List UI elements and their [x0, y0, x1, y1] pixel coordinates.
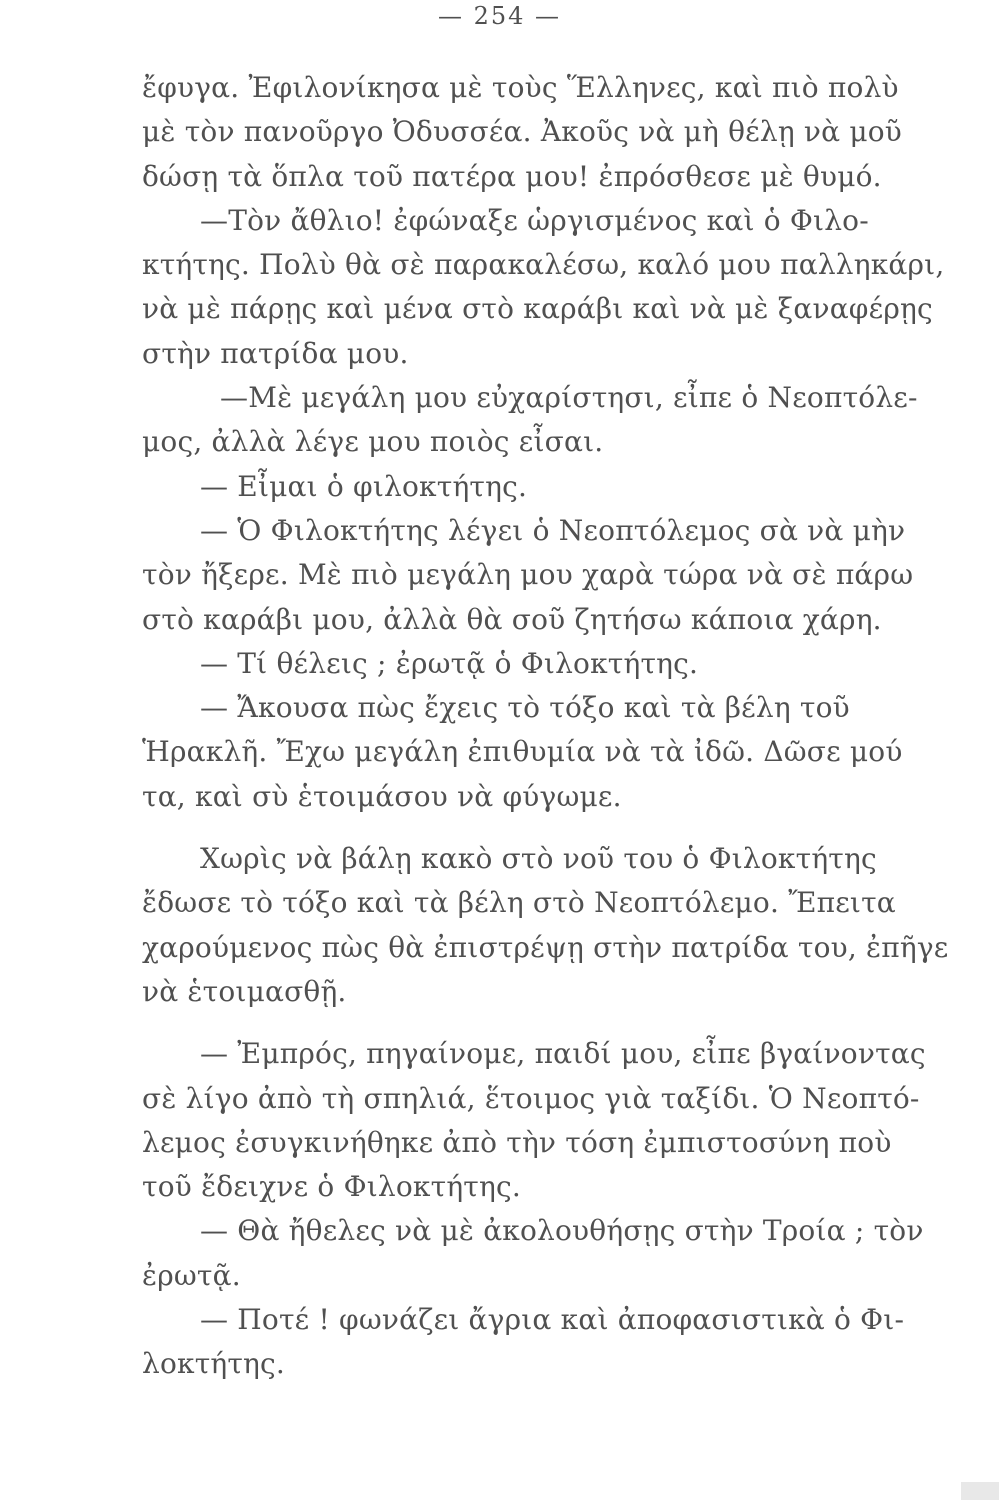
text-line: λεμος ἐσυγκινήθηκε ἀπὸ τὴν τόση ἐμπιστοσύνη ποὺ	[142, 1125, 892, 1159]
text-line: —Τὸν ἄθλιο! ἐφώναξε ὡργισμένος καὶ ὁ Φιλο-	[200, 203, 869, 237]
page-edge-shadow	[961, 1482, 999, 1500]
text-line: χαρούμενος πὼς θὰ ἐπιστρέψῃ στὴν πατρίδα του, ἐπῆγε	[142, 930, 949, 964]
text-line: — Ὁ Φιλοκτήτης λέγει ὁ Νεοπτόλεμος σὰ νὰ μὴν	[200, 513, 906, 547]
text-line: νὰ μὲ πάρῃς καὶ μένα στὸ καράβι καὶ νὰ μὲ ξαναφέρῃς	[142, 292, 933, 326]
text-line: —Μὲ μεγάλη μου εὐχαρίστησι, εἶπε ὁ Νεοπτόλε-	[220, 381, 918, 415]
text-line: Ἡρακλῆ. Ἔχω μεγάλη ἐπιθυμία νὰ τὰ ἰδῶ. Δῶσε μού	[142, 735, 903, 769]
text-line: τοῦ ἔδειχνε ὁ Φιλοκτήτης.	[142, 1170, 521, 1204]
paragraph-gap	[142, 819, 932, 837]
text-line: ἐρωτᾷ.	[142, 1258, 241, 1292]
text-line: τα, καὶ σὺ ἑτοιμάσου νὰ φύγωμε.	[142, 779, 622, 813]
text-line: λοκτήτης.	[142, 1347, 286, 1381]
text-line: — Θὰ ἤθελες νὰ μὲ ἀκολουθήσῃς στὴν Τροία ; τὸν	[200, 1214, 924, 1248]
page-number: — 254 —	[437, 2, 562, 30]
text-line: — Ἄκουσα πὼς ἔχεις τὸ τόξο καὶ τὰ βέλη τοῦ	[200, 691, 850, 725]
text-line: σὲ λίγο ἀπὸ τὴ σπηλιά, ἕτοιμος γιὰ ταξίδι. Ὁ Νεοπτό-	[142, 1081, 920, 1115]
text-line: κτήτης. Πολὺ θὰ σὲ παρακαλέσω, καλό μου παλληκάρι,	[142, 248, 945, 282]
text-line: — Ἐμπρός, πηγαίνομε, παιδί μου, εἶπε βγαίνοντας	[200, 1037, 926, 1071]
text-line: — Εἶμαι ὁ φιλοκτήτης.	[200, 469, 528, 503]
text-line: ἔδωσε τὸ τόξο καὶ τὰ βέλη στὸ Νεοπτόλεμο. Ἔπειτα	[142, 886, 896, 920]
text-line: μος, ἀλλὰ λέγε μου ποιὸς εἶσαι.	[142, 425, 604, 459]
text-line: στὸ καράβι μου, ἀλλὰ θὰ σοῦ ζητήσω κάποια χάρη.	[142, 602, 882, 636]
paragraph-gap	[142, 1014, 932, 1032]
text-line: νὰ ἑτοιμασθῇ.	[142, 974, 347, 1008]
text-line: τὸν ἤξερε. Μὲ πιὸ μεγάλη μου χαρὰ τώρα νὰ σὲ πάρω	[142, 558, 914, 592]
text-line: στὴν πατρίδα μου.	[142, 336, 409, 370]
text-line: — Ποτέ ! φωνάζει ἄγρια καὶ ἀποφασιστικὰ ὁ Φι-	[200, 1303, 905, 1337]
text-line: — Τί θέλεις ; ἐρωτᾷ ὁ Φιλοκτήτης.	[200, 646, 699, 680]
body-text	[142, 66, 949, 1387]
text-line: δώσῃ τὰ ὅπλα τοῦ πατέρα μου! ἐπρόσθεσε μὲ θυμό.	[142, 159, 882, 193]
text-line: Χωρὶς νὰ βάλῃ κακὸ στὸ νοῦ του ὁ Φιλοκτήτης	[200, 842, 877, 876]
text-line: ἔφυγα. Ἐφιλονίκησα μὲ τοὺς Ἕλληνες, καὶ πιὸ πολὺ	[142, 71, 899, 104]
text-line: μὲ τὸν πανοῦργο Ὀδυσσέα. Ἀκοῦς νὰ μὴ θέλῃ νὰ μοῦ	[142, 115, 903, 149]
